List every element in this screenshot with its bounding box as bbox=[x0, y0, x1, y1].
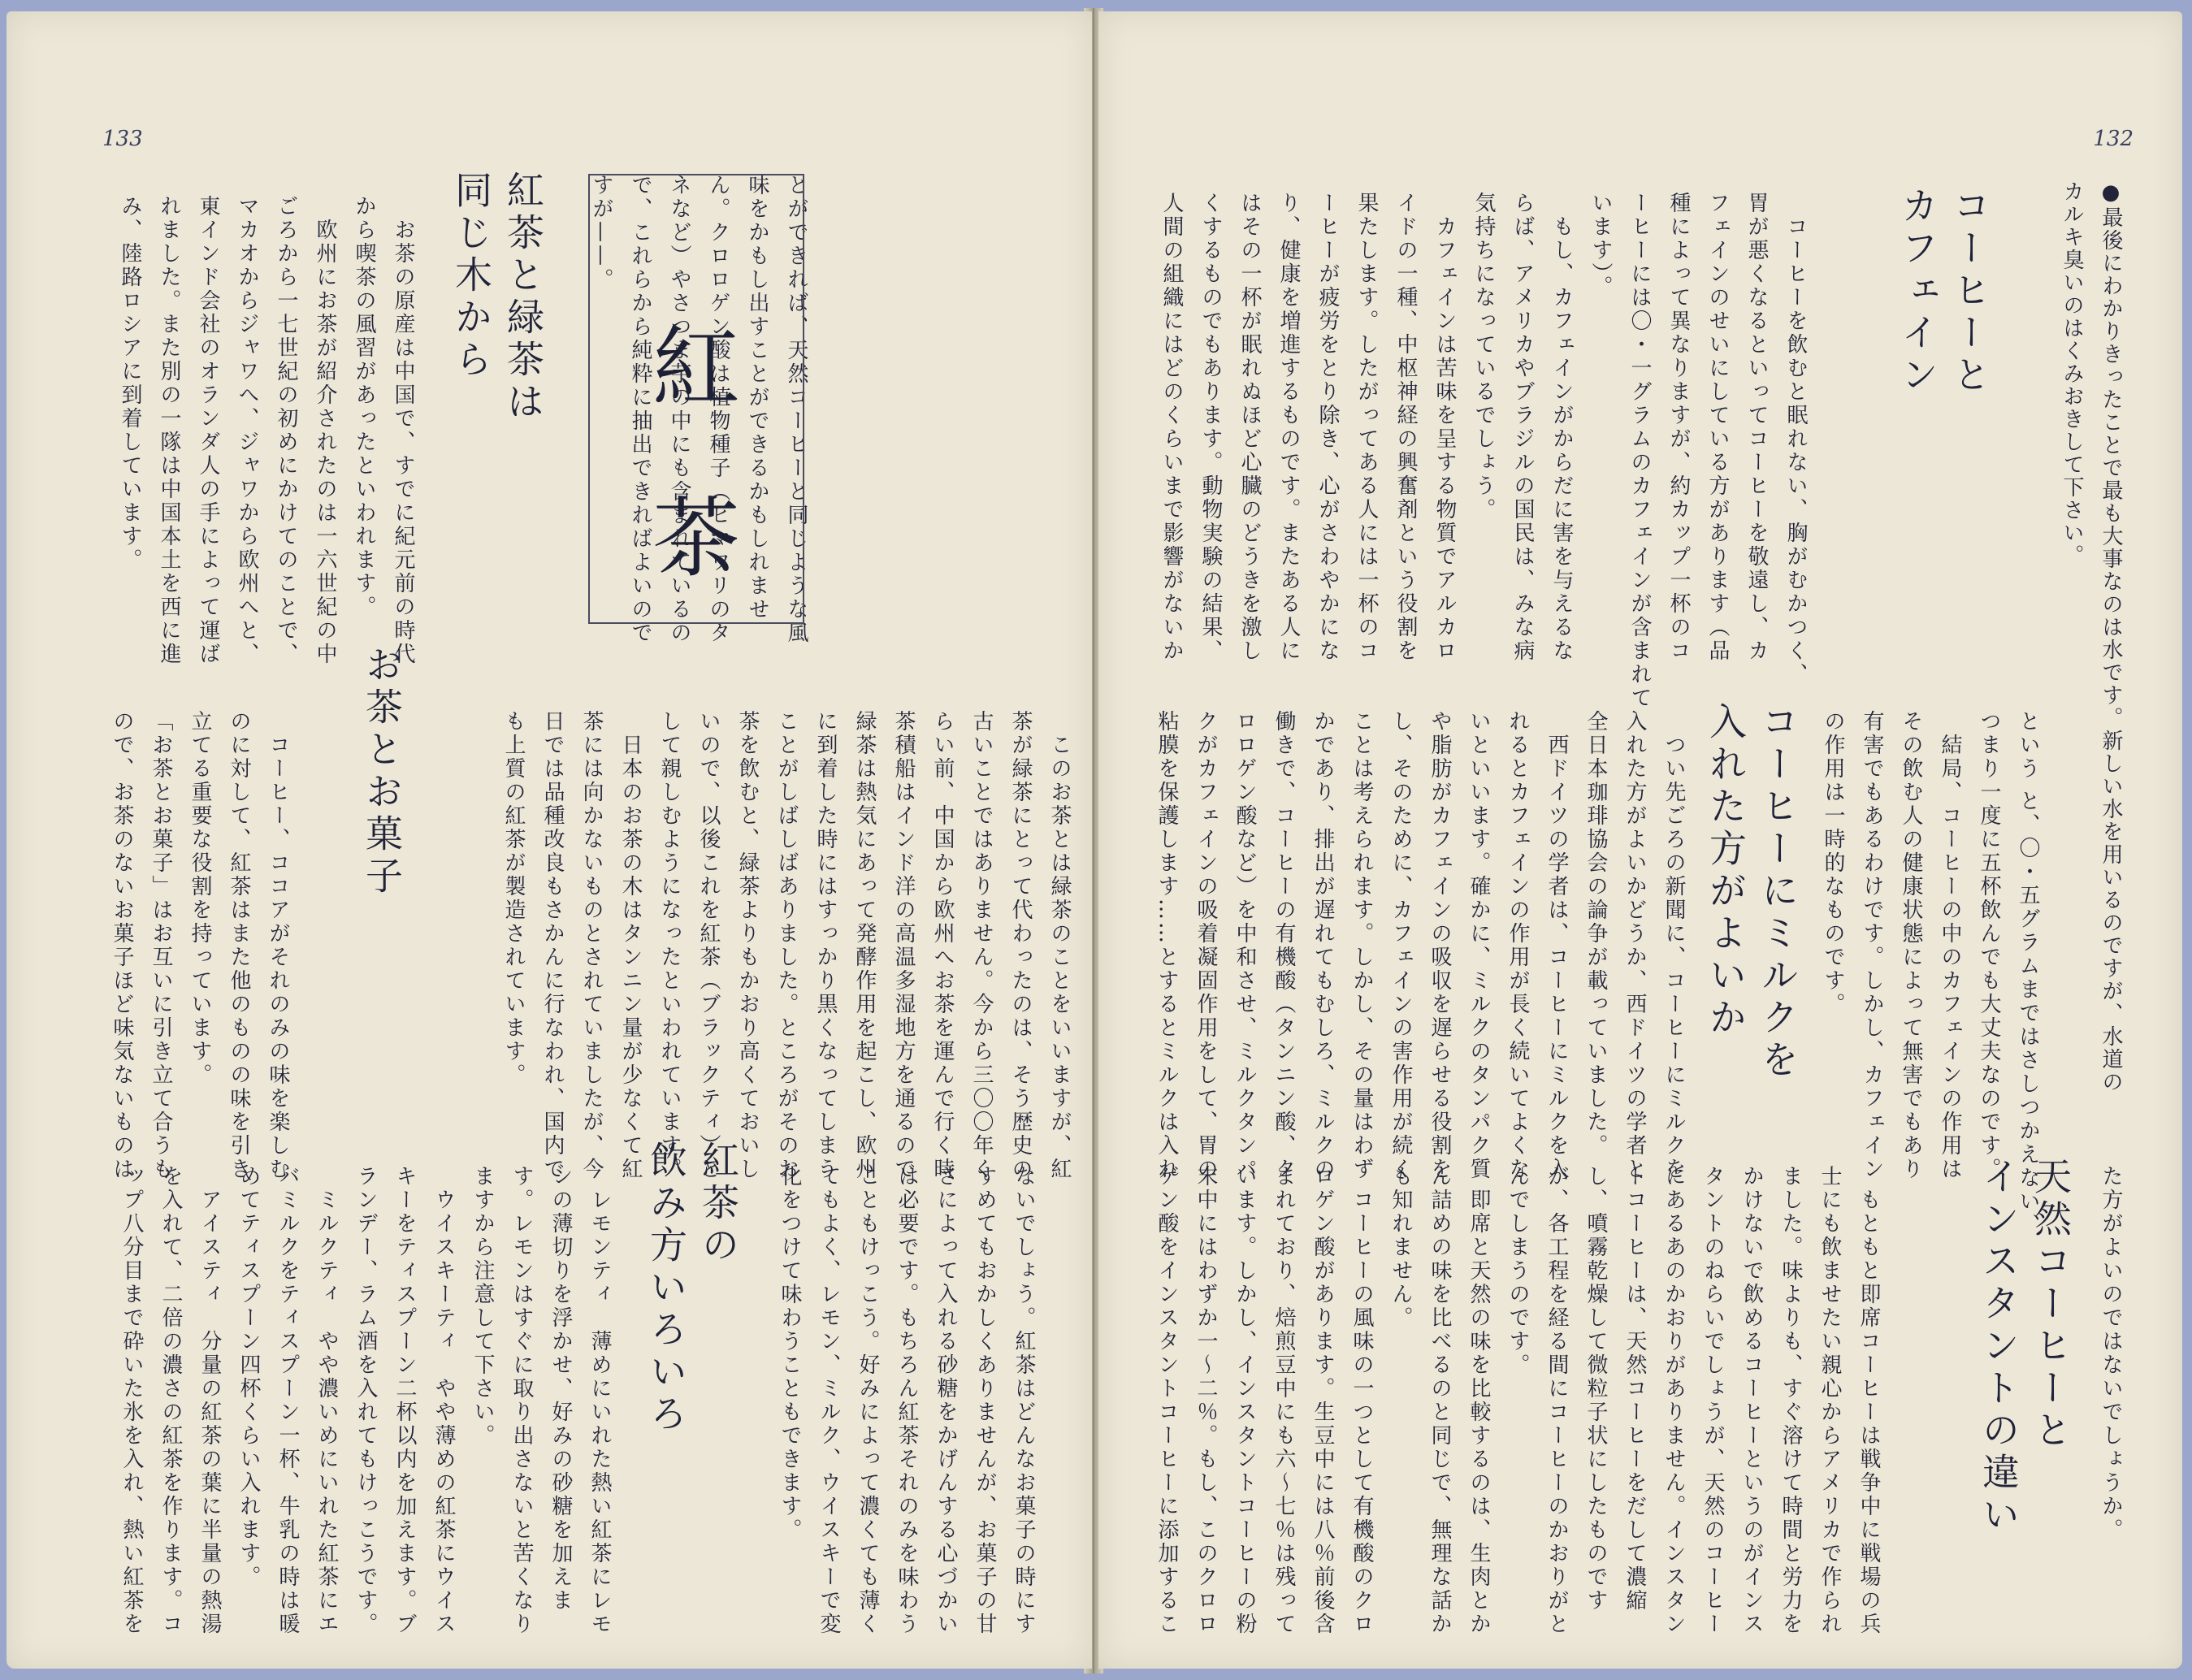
tea-history-text: このお茶とは緑茶のことをいいますが、紅 茶が緑茶にとって代わったのは、そう歴史の 古いことではありません。今から三〇〇年く らい前、中国から欧州へお茶を運んで行く時 茶積船はインド洋の高温多湿地方を通るので 緑茶は熱気にあって発酵作用を起こし、欧州 に到着した時にはすっかり黒くなってしまう ことがしばしばありました。ところがそのお 茶を飲むと、緑茶よりもかおり高くておいし いので、以後これを紅茶（ブラックティ）と して親しむようになったといわれています。 日本のお茶の木はタンニン量が少なくて紅 茶には向かないものとされていましたが、今 日では品種改良もさかんに行なわれ、国内で も上質の紅茶が製造されています。 bbox=[501, 710, 1072, 1181]
tea-sweets-text: コーヒー、ココアがそれのみの味を楽しむ のに対して、紅茶はまた他のものの味を引き 立てる重要な役割を持っています。 「お茶とお菓子」はお互いに引き立て合うも ので、お茶のないお菓子ほど味気ないものは bbox=[110, 710, 290, 1181]
heading-tea-origin: 紅茶と緑茶は 同じ木から bbox=[449, 171, 545, 424]
page-number-right: 132 bbox=[2093, 127, 2134, 151]
heading-milk: コーヒーにミルクを 入れた方がよいか bbox=[1704, 702, 1800, 1082]
heading-coffee-caffeine: コーヒーと カフェイン bbox=[1895, 186, 1991, 397]
milk-text: つい先ごろの新聞に、コーヒーにミルクを 入れた方がよいかどうか、西ドイツの学者と 全日本珈琲協会の論争が載っていました。 西ドイツの学者は、コーヒーにミルクを入 れるとカフェインの作用が長く続いてよくな いといいます。確かに、ミルクのタンパク質 や脂肪がカフェインの吸収を遅らせる役割を し、そのために、カフェインの害作用が続く ことは考えられます。しかし、その量はわず かであり、排出が遅れてもむしろ、ミルクの 働きで、コーヒーの有機酸（タンニン酸、ク ロロゲン酸など）を中和させ、ミルクタンパ クがカフェインの吸着凝固作用をして、胃の 粘膜を保護します……とするとミルクは入れ bbox=[1154, 710, 1686, 1181]
heading-instant: 天然コーヒーと インスタントの違い bbox=[1977, 1157, 2073, 1537]
instant-text: もともと即席コーヒーは戦争中に戦場の兵 士にも飲ませたい親心からアメリカで作られ ました。味よりも、すぐ溶けて時間と労力を かけないで飲めるコーヒーというのがインス タントのねらいでしょうが、天然のコーヒー にあるあのかおりがありません。インスタン トコーヒーは、天然コーヒーをだして濃縮 し、噴霧乾燥して微粒子状にしたものです が、各工程を経る間にコーヒーのかおりがと んでしまうのです。 即席と天然の味を比較するのは、生肉とか ん詰めの味を比べるのと同じで、無理な話か も知れません。 コーヒーの風味の一つとして有機酸のクロ ロゲン酸があります。生豆中には八％前後含 まれており、焙煎豆中にも六〜七％は残って います。しかし、インスタントコーヒーの粉 末中にはわずか一〜二％。もし、このクロロ ゲン酸をインスタントコーヒーに添加するこ bbox=[1154, 1165, 1881, 1636]
title-char-1: 紅 bbox=[652, 318, 741, 419]
left-top-continuation: とができれば、天然コーヒーと同じような風 味をかもし出すことができるかもしれませ ん。クロロゲン酸は植物種子（ヒマワリのタ ネなど）やさつま芋の中にも含まれているの で、これらから純粋に抽出できればよいので すが——。 bbox=[589, 174, 808, 645]
water-note: ●最後にわかりきったことで最も大事なのは水です。新しい水を用いるのですが、水道の bbox=[2099, 180, 2123, 1093]
left-bottom-continuation: ないでしょう。紅茶はどんなお菓子の時にす すめてもおかしくありませんが、お菓子の甘 さによって入れる砂糖をかげんする心づかい は必要です。もちろん紅茶それのみを味わう こともけっこう。好みによって濃くても薄く てもよく、レモン、ミルク、ウイスキーで変 化をつけて味わうこともできます。 bbox=[778, 1165, 1036, 1636]
right-page bbox=[1098, 11, 2182, 1669]
water-note-2: カルキ臭いのはくみおきして下さい。 bbox=[2060, 180, 2084, 567]
left-page bbox=[6, 11, 1092, 1669]
right-bottom-first: た方がよいのではないでしょうか。 bbox=[2099, 1165, 2123, 1542]
right-top-first-line bbox=[2052, 180, 2130, 1301]
ways-to-drink-text: レモンティ 薄めにいれた熱い紅茶にレモ ンの薄切りを浮かせ、好みの砂糖を加えま す。レモンはすぐに取り出さないと苦くなり ますから注意して下さい。 ウイスキーティ やや薄めの紅茶にウイス キーをティスプーン二杯以内を加えます。ブ ランデー、ラム酒を入れてもけっこうです。 ミルクティ やや濃いめにいれた紅茶にエ バミルクをティスプーン一杯、牛乳の時は暖 めてティスプーン四杯くらい入れます。 アイスティ 分量の紅茶の葉に半量の熱湯 を入れて、二倍の濃さの紅茶を作ります。コ ップ八分目まで砕いた氷を入れ、熱い紅茶を bbox=[119, 1165, 612, 1636]
caffeine-text: コーヒーを飲むと眠れない、胸がむかつく、 胃が悪くなるといってコーヒーを敬遠し、カ フェインのせいにしている方があります（品 種によって異なりますが、約カップ一杯のコ ーヒーには〇・一グラムのカフェインが含まれて います）。 もし、カフェインがからだに害を与えるな らば、アメリカやブラジルの国民は、みな病 気持ちになっているでしょう。 カフェインは苦味を呈する物質でアルカロ イドの一種、中枢神経の興奮剤という役割を 果たします。したがってある人には一杯のコ ーヒーが疲労をとり除き、心がさわやかにな り、健康を増進するものです。またある人に はその一杯が眠れぬほど心臓のどうきを激し くするものでもあります。動物実験の結果、 人間の組織にはどのくらいまで影響がないか bbox=[1159, 192, 1808, 710]
heading-ways-to-drink: 紅茶の 飲み方いろいろ bbox=[644, 1141, 740, 1436]
tea-origin-text: お茶の原産は中国で、すでに紀元前の時代 から喫茶の風習があったといわれます。 欧州にお茶が紹介されたのは一六世紀の中 ごろから一七世紀の初めにかけてのことで、 マカオからジャワへ、ジャワから欧州へと、 東インド会社のオランダ人の手によって運ば れました。また別の一隊は中国本土を西に進 み、陸路ロシアに到着しています。 bbox=[118, 195, 415, 666]
title-char-2: 茶 bbox=[652, 488, 741, 590]
page-number-left: 133 bbox=[102, 127, 143, 151]
heading-tea-sweets: お茶とお菓子 bbox=[360, 645, 404, 898]
caffeine-continuation: という と、〇・五グラムまではさしつかえない、 つまり一度に五杯飲んでも大丈夫なのです。 結局、コーヒーの中のカフェインの作用は その飲む人の健康状態によって無害でもあり 有害でもあるわけです。しかし、カフェイン の作用は一時的なものです。 bbox=[1821, 710, 2040, 1238]
title-box bbox=[588, 174, 804, 624]
